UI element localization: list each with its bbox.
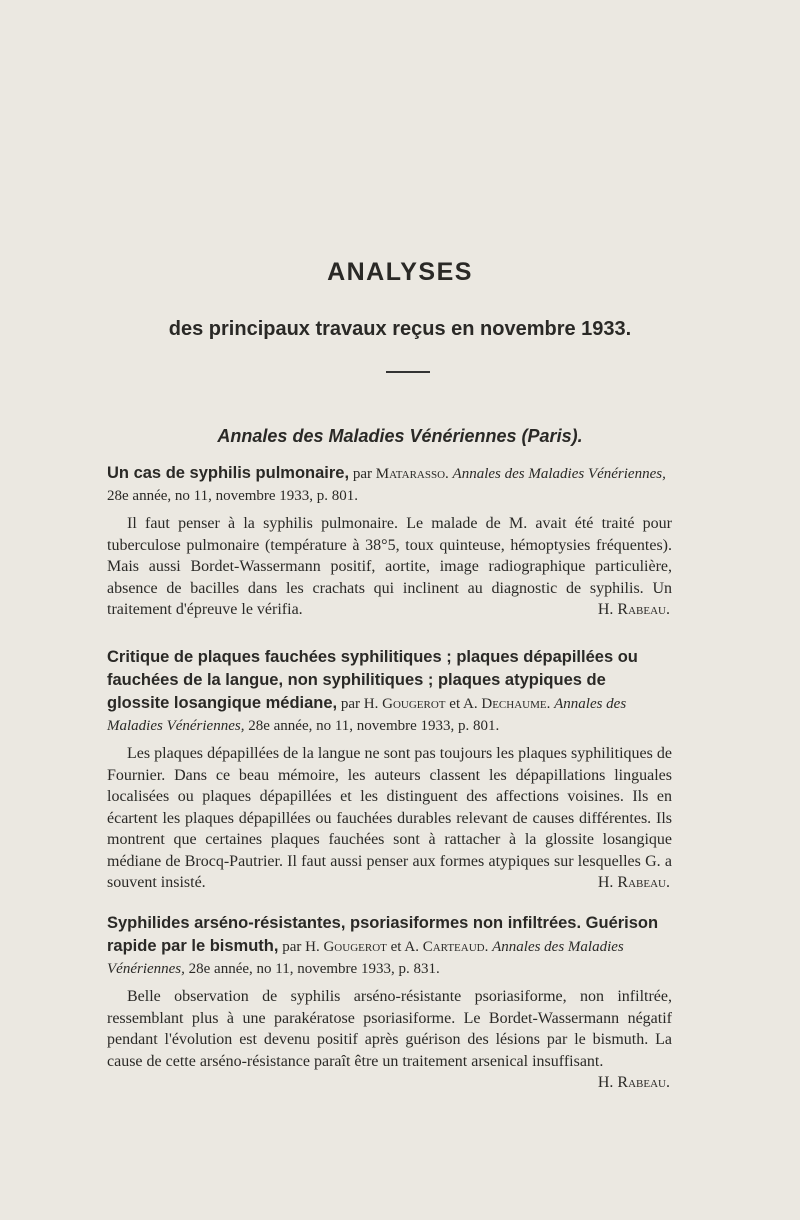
article-2-header xyxy=(107,646,672,737)
article-3-title: Syphilides arséno-résistantes, psoriasiformes non infiltrées. Guérison rapide par le bismuth, xyxy=(107,914,659,955)
article-3-header xyxy=(107,912,672,980)
article-2-title: Critique de plaques fauchées syphilitiques ; plaques dépapillées ou fauchées de la langue, non syphilitiques ; plaques atypiques de glossite losangique médiane, xyxy=(107,648,638,712)
journal-heading: Annales des Maladies Vénériennes (Paris). xyxy=(217,426,583,446)
article-1-header xyxy=(107,462,672,507)
article-1 xyxy=(107,462,672,621)
article-2-body xyxy=(107,743,672,894)
article-3-signature: H. Rabeau. xyxy=(597,1074,670,1091)
page-subtitle: des principaux travaux reçus en novembre 1933. xyxy=(168,318,632,340)
article-1-signature: H. Rabeau. xyxy=(597,601,670,618)
article-3-by: par H. xyxy=(282,939,320,955)
article-3-author-2: Carteaud. xyxy=(422,939,489,955)
article-3-body-text: Belle observation de syphilis arséno-résistante psoriasiforme, non infiltrée, ressemblant plus à une parakératose psoriasiforme. Le Bordet-Wassermann négatif pendant l'évolution est devenu positif après guérison des lésions par le bismuth. La cause de cette arséno-résistance paraît être un traitement arsenical insuffisant. xyxy=(107,988,672,1070)
article-2-by: par H. xyxy=(340,696,379,712)
article-2-citation: 28e année, no 11, novembre 1933, p. 801. xyxy=(248,718,500,734)
article-1-author: Matarasso. xyxy=(375,466,449,482)
article-1-journal: Annales des Maladies Vénériennes, xyxy=(452,466,666,482)
article-1-citation: 28e année, no 11, novembre 1933, p. 801. xyxy=(107,488,359,504)
article-2-author-1: Gougerot xyxy=(382,696,446,712)
article-2-author-2: Dechaume. xyxy=(481,696,551,712)
article-2-signature: H. Rabeau. xyxy=(597,874,670,891)
article-3-body xyxy=(107,986,672,1091)
page-title: ANALYSES xyxy=(327,258,473,286)
article-2-journal: Annales des Maladies Vénériennes, xyxy=(107,696,627,734)
article-1-by: par xyxy=(352,466,372,482)
article-3-author-1: Gougerot xyxy=(323,939,387,955)
article-2 xyxy=(107,646,672,894)
article-1-body xyxy=(107,513,672,621)
article-2-body-text: Les plaques dépapillées de la langue ne sont pas toujours les plaques syphilitiques de Fournier. Dans ce beau mémoire, les auteurs classent les dépapillations linguales localisées ou plaques dépapillées et les distinguent des affections voisines. Ils en écartent les plaques dépapillées ou fauchées durables relevant de causes différentes. Ils montrent que certaines plaques fauchées sont à rattacher à la glossite losangique médiane de Brocq-Pautrier. Il faut aussi penser aux formes atypiques sur lesquelles G. a souvent insisté. xyxy=(107,745,672,891)
article-3-citation: 28e année, no 11, novembre 1933, p. 831. xyxy=(188,961,440,977)
article-2-and: et A. xyxy=(449,696,478,712)
article-3-and: et A. xyxy=(390,939,419,955)
article-3-journal: Annales des Maladies Vénériennes, xyxy=(107,939,624,977)
article-1-body-text: Il faut penser à la syphilis pulmonaire. Le malade de M. avait été traité pour tuberculose pulmonaire (température à 38°5, toux quinteuse, hémoptysies fréquentes). Mais aussi Bordet-Wassermann positif, aortite, image radiographique particulière, absence de bacilles dans les crachats qui inclinent au diagnostic de syphilis. Un traitement d'épreuve le vérifia. xyxy=(107,515,672,618)
article-3 xyxy=(107,912,672,1094)
title-divider xyxy=(386,371,430,373)
article-1-title: Un cas de syphilis pulmonaire, xyxy=(107,464,350,482)
